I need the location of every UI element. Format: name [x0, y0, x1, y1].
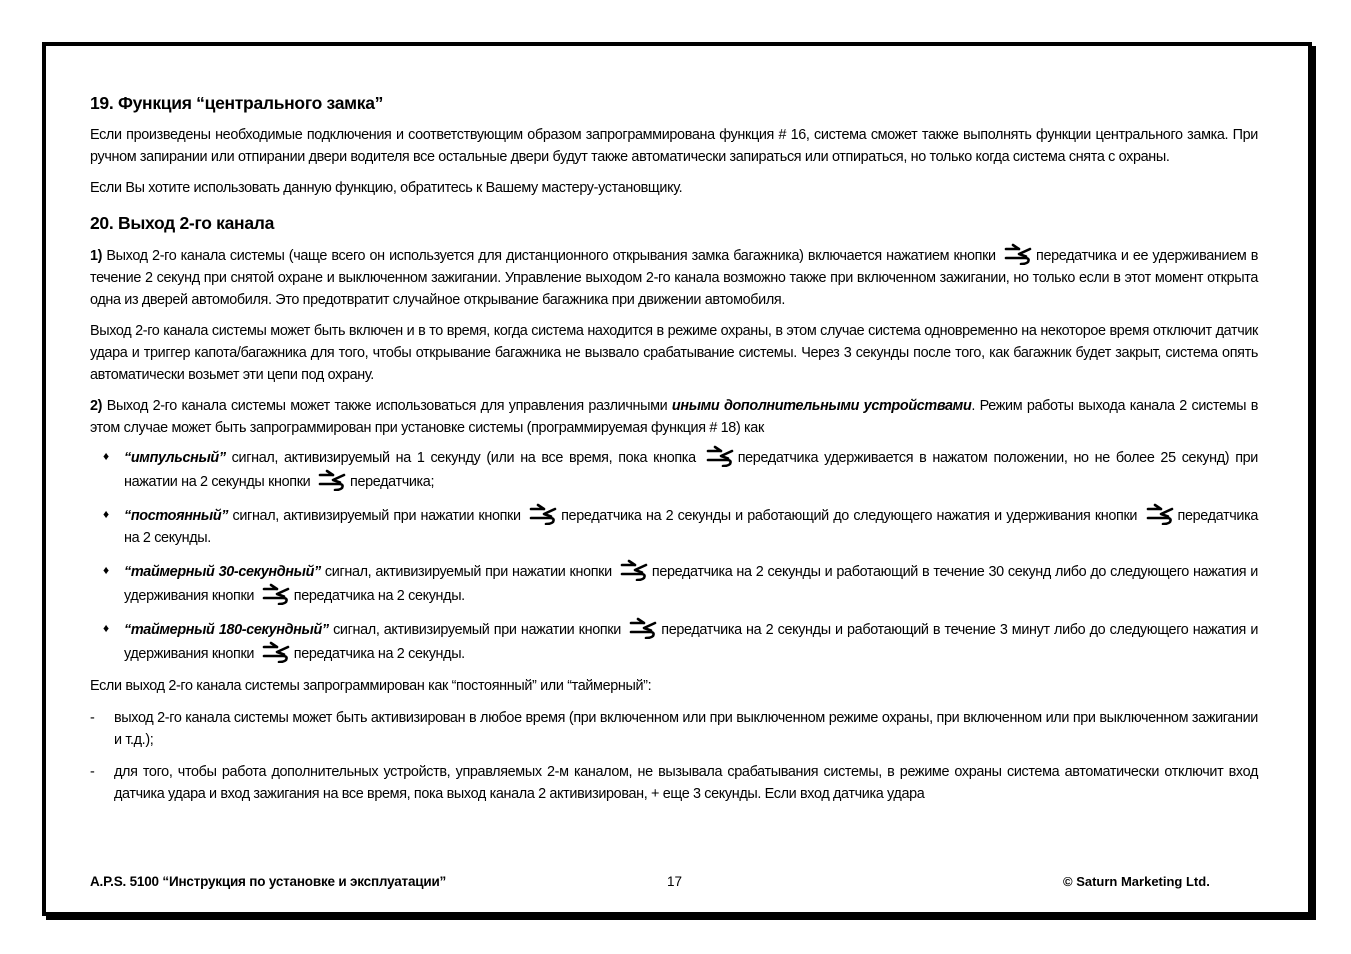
dash-bullet: - [90, 764, 95, 780]
section-20-paragraph-2: Выход 2-го канала системы может быть включен и в то время, когда система находится в режиме охраны, в этом случае система одновременно на некоторое время отключит датчик удара и триггер капота/багажника для того, чтобы открывание багажника не вызвало срабатывание системы. Через 3 секунды после того, как багажник будет закрыт, система опять автоматически возьмет эти цепи под охрану. [90, 323, 1258, 383]
section-20-paragraph-1 [90, 243, 1258, 311]
paragraph-text: передатчика и ее удерживанием в течение 2 секунд при снятой охране и выключенном зажигании. Управление выходом 2-го канала возможно также при включенном зажигании, но только если в этот момент открыта одна из дверей автомобиля. Это предотвратит случайное открывание багажника при движении автомобиля. [90, 248, 1258, 308]
list-item [90, 761, 1258, 805]
mode-term: “импульсный” [124, 450, 226, 466]
list-item-text: сигнал, активизируемый при нажатии кнопки [228, 508, 521, 524]
section-19-paragraph-2: Если Вы хотите использовать данную функцию, обратитесь к Вашему мастеру-установщику. [90, 180, 683, 196]
channel-2-button-icon [529, 503, 557, 525]
channel-2-button-icon [1004, 243, 1032, 265]
condition-list [90, 707, 1258, 805]
list-item-text: выход 2-го канала системы может быть активизирован в любое время (при включенном или при выключенном режиме охраны, при включенном или при выключенном зажигании и т.д.); [114, 710, 1258, 748]
channel-2-button-icon [706, 445, 734, 467]
list-item [90, 559, 1258, 607]
section-20-paragraph-4: Если выход 2-го канала системы запрограммирован как “постоянный” или “таймерный”: [90, 678, 652, 694]
channel-2-button-icon [629, 617, 657, 639]
list-item-text: передатчика на 2 секунды. [293, 646, 465, 662]
channel-2-button-icon [1146, 503, 1174, 525]
document-body [90, 92, 1258, 815]
diamond-bullet-icon: ♦ [103, 563, 109, 577]
diamond-bullet-icon: ♦ [103, 621, 109, 635]
footer-title: A.P.S. 5100 “Инструкция по установке и эксплуатации” [90, 874, 447, 889]
channel-2-button-icon [620, 559, 648, 581]
list-item-text: для того, чтобы работа дополнительных устройств, управляемых 2-м каналом, не вызывала срабатывания системы, в режиме охраны система автоматически отключит вход датчика удара и вход зажигания на все время, пока выход канала 2 активизирован, + еще 3 секунды. Если вход датчика удара [114, 764, 1258, 802]
list-item-text: сигнал, активизируемый при нажатии кнопки [320, 564, 612, 580]
mode-term: “таймерный 30-секундный” [124, 564, 321, 580]
paragraph-text: Выход 2-го канала системы может также использоваться для управления различными [102, 398, 672, 414]
list-item [90, 707, 1258, 751]
mode-term: “таймерный 180-секундный” [124, 622, 329, 638]
section-20-title: 20. Выход 2-го канала [90, 213, 275, 233]
item-number: 2) [90, 398, 103, 414]
page-number: 17 [667, 874, 683, 889]
section-19-title: 19. Функция “центрального замка” [90, 93, 384, 113]
list-item-text: сигнал, активизируемый на 1 секунду (или на все время, пока кнопка [225, 450, 696, 466]
list-item [90, 445, 1258, 493]
paragraph-text: Выход 2-го канала системы (чаще всего он используется для дистанционного открывания замка багажника) включается нажатием кнопки [102, 248, 996, 264]
mode-term: “постоянный” [124, 508, 229, 524]
list-item-text: передатчика; [350, 474, 435, 490]
list-item-text: передатчика удерживается в нажатом положении, но не более 25 секунд) при нажатии на 2 секунды кнопки [124, 450, 1258, 490]
channel-2-button-icon [262, 583, 290, 605]
list-item [90, 617, 1258, 665]
list-item-text: передатчика на 2 секунды и работающий в течение 3 минут либо до следующего нажатия и удерживания кнопки [124, 622, 1259, 662]
channel-2-button-icon [318, 469, 346, 491]
section-20-paragraph-3 [90, 395, 1258, 439]
emphasis-text: иными дополнительными устройствами [671, 398, 972, 414]
footer-copyright: © Saturn Marketing Ltd. [1063, 874, 1210, 889]
list-item-text: передатчика на 2 секунды и работающий в течение 30 секунд либо до следующего нажатия и удерживания кнопки [124, 564, 1258, 604]
list-item-text: передатчика на 2 секунды и работающий до следующего нажатия и удерживания кнопки [561, 508, 1138, 524]
channel-2-button-icon [262, 641, 290, 663]
list-item-text: сигнал, активизируемый при нажатии кнопки [328, 622, 621, 638]
list-item-text: передатчика на 2 секунды. [293, 588, 465, 604]
list-item-text: передатчика на 2 секунды. [124, 508, 1258, 546]
list-item [90, 503, 1258, 549]
diamond-bullet-icon: ♦ [103, 507, 109, 521]
diamond-bullet-icon: ♦ [103, 449, 109, 463]
item-number: 1) [90, 248, 103, 264]
mode-list [90, 445, 1258, 665]
section-19-paragraph-1: Если произведены необходимые подключения и соответствующим образом запрограммирована функция # 16, система сможет также выполнять функции центрального замка. При ручном запирании или отпирании двери водителя все остальные двери будут также автоматически запираться или отпираться, но только когда система снята с охраны. [90, 127, 1258, 165]
paragraph-text: . Режим работы выхода канала 2 системы в этом случае может быть запрограммирован при установке системы (программируемая функция # 18) как [90, 398, 1259, 436]
dash-bullet: - [90, 710, 95, 726]
